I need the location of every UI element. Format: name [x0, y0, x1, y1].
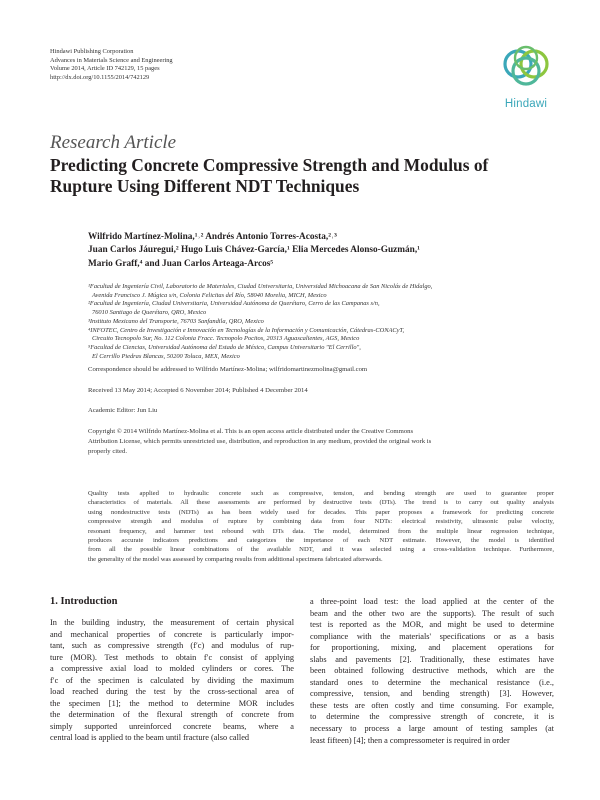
body-line: these tests are often costly and time consuming. For example, [310, 700, 554, 710]
body-line: compliance with the materials' specifications or as a basis [310, 631, 554, 641]
journal-header [50, 48, 350, 82]
abstract-line: from all the possible linear combinations of the available NDT, and it was selected using a cross-validation technique. Furthermore, [88, 546, 554, 554]
body-line: the specimen [1]; the method to determine MOR includes [50, 698, 294, 708]
hindawi-logo [498, 44, 554, 110]
affiliation-line: ⁴INFOTEC, Centro de Investigación e Innovación en Tecnologías de la Información y Comunicación, Cátedras-CONACyT, [88, 326, 405, 334]
author-line: Juan Carlos Jáuregui,² Hugo Luis Chávez-García,¹ Elia Mercedes Alonso-Guzmán,¹ [88, 245, 420, 256]
copyright-line: Attribution License, which permits unrestricted use, distribution, and reproduction in any medium, provided the original work is [88, 437, 432, 445]
affiliation-line: ⁵Facultad de Ciencias, Universidad Autónoma del Estado de México, Campus Universitario "El Cerrillo", [88, 343, 361, 351]
body-line: tant, such as compressive strength (f′c) and modulus of rup- [50, 641, 294, 651]
body-line: test is reported as the MOR, and might be used to determine [310, 620, 554, 630]
abstract-line: Quality tests applied to hydraulic concrete such as compressive, tension, and bending strength are used to guarantee proper [88, 490, 554, 497]
publisher-line: Hindawi Publishing Corporation [50, 48, 134, 55]
title-line: Rupture Using Different NDT Techniques [50, 176, 360, 196]
affiliation-line: ²Facultad de Ingeniería, Ciudad Universitaria, Universidad Autónoma de Querétaro, Cerro de las Campanas s/n, [88, 300, 380, 308]
volume-line: Volume 2014, Article ID 742129, 15 pages [50, 65, 160, 73]
abstract [88, 489, 554, 564]
body-line: central load is applied to the beam until fracture (also called [50, 733, 250, 743]
abstract-line: the generality of the model was assessed by comparing results from additional specimens fabricated afterwards. [88, 555, 383, 563]
affiliation-line: ¹Facultad de Ingeniería Civil, Laboratorio de Materiales, Ciudad Universitaria, Universidad Michoacana de San Nicolás de Hidalgo, [88, 283, 433, 290]
article-type: Research Article [50, 132, 177, 153]
author-line: Wilfrido Martínez-Molina,¹˒² Andrés Antonio Torres-Acosta,²˒³ [88, 232, 337, 242]
doi-link[interactable]: http://dx.doi.org/10.1155/2014/742129 [50, 73, 150, 81]
abstract-line: compressive strength and modulus of rupture by combining data from four NDTs: electrical resistivity, ultrasonic pulse velocity, [88, 518, 554, 526]
body-line: f′c of the specimen is calculated by dividing the maximum [50, 675, 294, 685]
affiliation-line: El Cerrillo Piedras Blancas, 50200 Toluca, MEX, Mexico [92, 352, 240, 360]
section-heading: 1. Introduction [50, 596, 118, 607]
correspondence: Correspondence should be addressed to Wilfrido Martínez-Molina; wilfridomartinezmolina@gmail.com [88, 366, 368, 373]
body-line: least fifteen) [4]; then a compressometer is required in order [310, 735, 510, 745]
affiliation-line: Avenida Francisco J. Múgica s/n, Colonia Felicitas del Río, 58040 Morelia, MICH, Mexico [92, 291, 327, 299]
affiliation-line: 76010 Santiago de Querétaro, QRO, Mexico [92, 309, 207, 317]
body-line: standard ones to determine the mechanical resistance (i.e., [310, 677, 554, 687]
abstract-line: using nondestructive tests (NDTs) as has been widely used for decades. This paper proposes a framework for predicting concrete [88, 508, 554, 516]
interlocking-rings-icon [498, 44, 554, 92]
abstract-line: produces accurate indicators predictions and categorizes the importance of each NDT estimate. However, the model is identified [88, 537, 554, 545]
body-line: load reached during the test by the cross-sectional area of [50, 687, 294, 697]
body-line: beam and the other two are the supports). The result of such [310, 608, 554, 618]
body-line: necessary to process a large amount of testing samples (at [310, 724, 554, 734]
logo-wordmark: Hindawi [504, 98, 548, 110]
body-line: a compressive axial load to molded cylinders or cores. The [50, 664, 294, 674]
body-line: a three-point load test: the load applied at the center of the [310, 597, 554, 606]
body-line: slabs and pavements [2]. Traditionally, these estimates have [310, 654, 554, 664]
copyright-notice [88, 427, 558, 456]
body-line: for proportioning, mixing, and placement operations for [310, 643, 554, 653]
body-line: compressive, tension, and bending strength) [3]. However, [310, 689, 554, 699]
affiliation-line: Circuito Tecnopolo Sur, No. 112 Colonia Fracc. Tecnopolo Pocitos, 20313 Aguascalientes, AGS, Mexico [92, 335, 360, 343]
body-line: and mechanical properties of concrete is particularly impor- [50, 629, 294, 639]
author-line: Mario Graff,⁴ and Juan Carlos Arteaga-Arcos⁵ [88, 258, 274, 269]
title-line: Predicting Concrete Compressive Strength and Modulus of [50, 155, 489, 175]
body-line: simply supported unreinforced concrete beams, where a [50, 721, 294, 731]
body-column-left [50, 617, 294, 744]
copyright-line: Copyright © 2014 Wilfrido Martínez-Molina et al. This is an open access article distributed under the Creative Commons [88, 428, 414, 435]
page-title [50, 155, 560, 197]
body-line: to determine the compressive strength of concrete, it is [310, 712, 554, 722]
abstract-line: characteristics of materials. All these assessments are performed by destructive tests (DTs). The trend is to carry out quality analysis [88, 499, 554, 507]
author-list [88, 231, 558, 271]
journal-name: Advances in Materials Science and Engineering [50, 56, 173, 64]
affiliations [88, 283, 558, 361]
publication-dates: Received 13 May 2014; Accepted 6 November 2014; Published 4 December 2014 [88, 387, 308, 394]
academic-editor: Academic Editor: Jun Liu [88, 407, 158, 414]
affiliation-line: ³Instituto Mexicano del Transporte, 76703 Sanfandila, QRO, Mexico [88, 317, 264, 325]
body-column-right [310, 596, 554, 746]
copyright-line: properly cited. [88, 447, 127, 455]
body-line: ture (MOR). Test methods to obtain f′c consist of applying [50, 652, 294, 662]
body-line: In the building industry, the measurement of certain physical [50, 618, 294, 627]
body-line: the determination of the flexural strength of concrete from [50, 710, 294, 720]
abstract-line: resonant frequency, and hammer test rebound with DTs data. The model, determined from the multiple linear regression technique, [88, 527, 554, 535]
body-line: been obtained following destructive methods, which are the [310, 666, 554, 676]
